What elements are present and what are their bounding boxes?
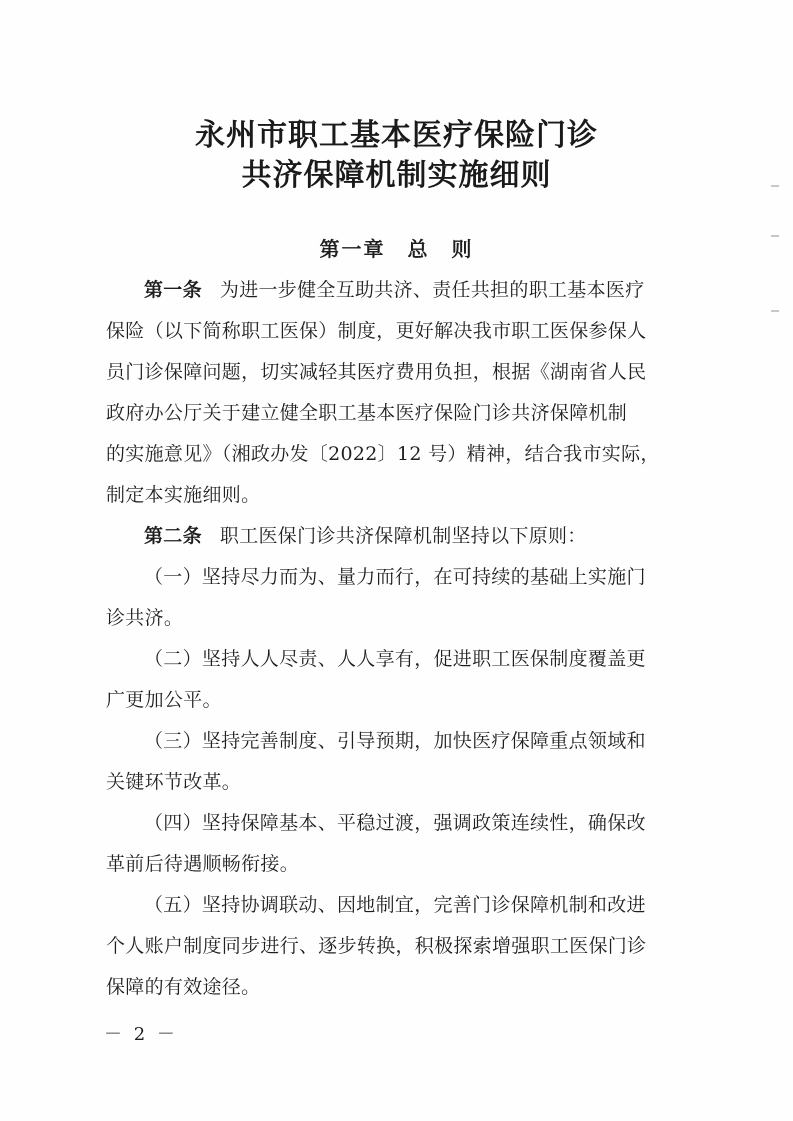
article2-intro-text: 职工医保门诊共济保障机制坚持以下原则： bbox=[219, 525, 587, 547]
chapter-heading bbox=[0, 233, 793, 262]
scan-edge-mark bbox=[771, 310, 779, 312]
principle-2-line2: 广更加公平。 bbox=[106, 689, 222, 711]
article1-line4: 政府办公厅关于建立健全职工基本医疗保险门诊共济保障机制 bbox=[106, 402, 628, 424]
document-body bbox=[106, 270, 696, 1008]
document-title-line1: 永州市职工基本医疗保险门诊 bbox=[195, 118, 598, 153]
principle-4-line2: 革前后待遇顺畅衔接。 bbox=[106, 853, 300, 875]
chapter-name: 总 则 bbox=[407, 237, 474, 261]
scan-edge-mark bbox=[771, 185, 779, 187]
principle-5-line1: （五）坚持协调联动、因地制宜，完善门诊保障机制和改进 bbox=[144, 894, 646, 916]
principle-5-line3: 保障的有效途径。 bbox=[106, 976, 261, 998]
principle-3-line1: （三）坚持完善制度、引导预期，加快医疗保障重点领域和 bbox=[144, 730, 646, 752]
principle-5-line2: 个人账户制度同步进行、逐步转换，积极探索增强职工医保门诊 bbox=[106, 935, 647, 957]
document-title-line2: 共济保障机制实施细则 bbox=[241, 158, 552, 193]
article2-label: 第二条 bbox=[144, 525, 202, 547]
article1-line1 bbox=[106, 270, 696, 311]
article1-text: 为进一步健全互助共济、责任共担的职工基本医疗 bbox=[219, 279, 645, 301]
principle-2-line1: （二）坚持人人尽责、人人享有，促进职工医保制度覆盖更 bbox=[144, 648, 646, 670]
scan-edge-mark bbox=[771, 235, 779, 237]
principle-1-line2: 诊共济。 bbox=[106, 607, 184, 629]
article1-line2: 保险（以下简称职工医保）制度，更好解决我市职工医保参保人 bbox=[106, 320, 647, 342]
page-number: － 2 － bbox=[104, 1024, 178, 1045]
article1-label: 第一条 bbox=[144, 279, 202, 301]
principle-3-line2: 关键环节改革。 bbox=[106, 771, 242, 793]
article1-line5: 的实施意见》（湘政办发〔2022〕12 号）精神，结合我市实际， bbox=[106, 443, 660, 465]
article2-intro bbox=[106, 516, 696, 557]
chapter-label: 第一章 bbox=[319, 237, 386, 261]
article1-line3: 员门诊保障问题，切实减轻其医疗费用负担，根据《湖南省人民 bbox=[106, 361, 647, 383]
principle-1-line1: （一）坚持尽力而为、量力而行，在可持续的基础上实施门 bbox=[144, 566, 646, 588]
article1-line6: 制定本实施细则。 bbox=[106, 484, 261, 506]
principle-4-line1: （四）坚持保障基本、平稳过渡，强调政策连续性，确保改 bbox=[144, 812, 646, 834]
